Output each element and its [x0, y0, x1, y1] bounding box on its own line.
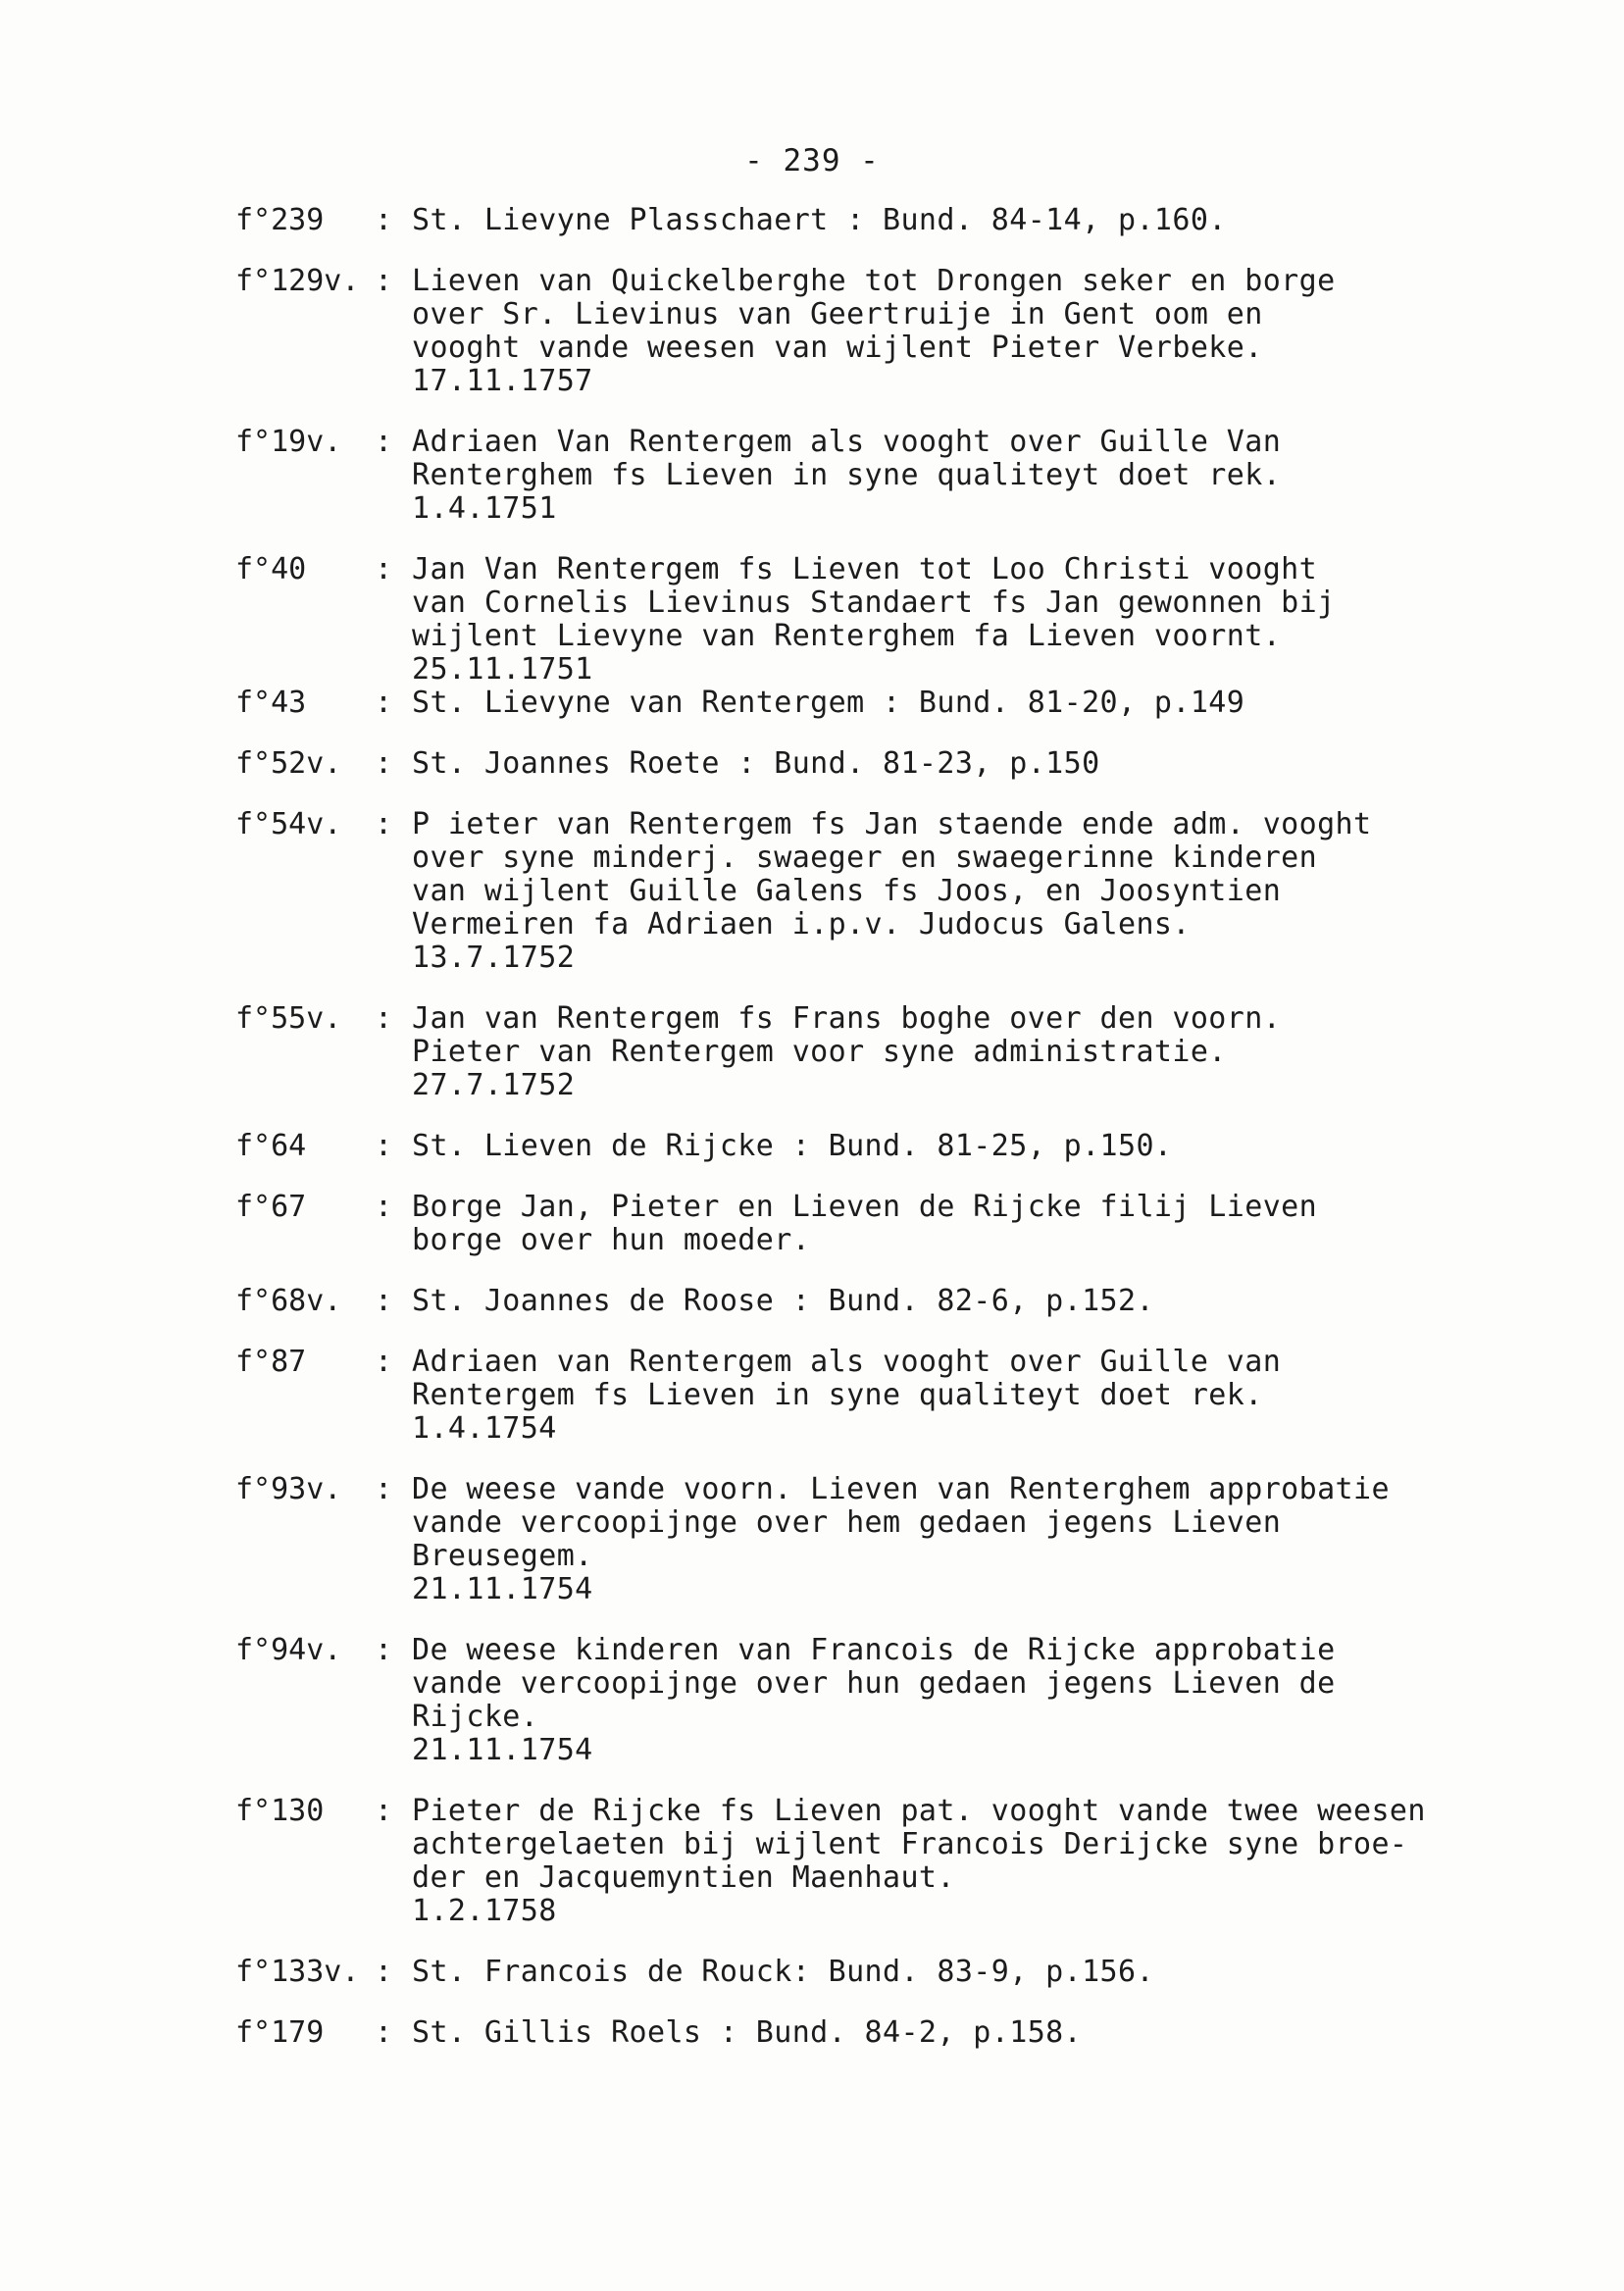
entry-text	[412, 747, 1599, 781]
entry-line: Lieven van Quickelberghe tot Drongen seker en borge	[412, 264, 1336, 298]
entry-date: 1.2.1758	[412, 1894, 557, 1928]
entry-date: 21.11.1754	[412, 1572, 593, 1606]
entry-line: St. Francois de Rouck: Bund. 83-9, p.156.	[412, 1955, 1154, 1989]
folio-reference: f°130	[235, 1794, 325, 1828]
entry-line: P ieter van Rentergem fs Jan staende ende adm. vooght	[412, 807, 1372, 841]
entry-line: St. Lievyne Plasschaert : Bund. 84-14, p.160.	[412, 203, 1227, 237]
entry-text	[412, 204, 1599, 237]
entry-line: der en Jacquemyntien Maenhaut.	[412, 1860, 955, 1895]
folio-reference: f°54v.	[235, 807, 342, 841]
separator: :	[375, 264, 393, 298]
separator: :	[375, 552, 393, 586]
entry-text	[412, 1130, 1599, 1163]
entry-line: Jan Van Rentergem fs Lieven tot Loo Christi vooght	[412, 552, 1318, 586]
entry-text	[412, 687, 1599, 720]
folio-reference: f°52v.	[235, 746, 342, 781]
entry-date: 17.11.1757	[412, 364, 593, 398]
folio-reference: f°64	[235, 1129, 307, 1163]
separator: :	[375, 807, 393, 841]
separator: :	[375, 203, 393, 237]
entry-text	[412, 1634, 1599, 1767]
entry-f55v	[235, 1002, 1599, 1102]
entry-line: Rentergem fs Lieven in syne qualiteyt doet rek.	[412, 1378, 1263, 1412]
entry-text	[412, 1285, 1599, 1318]
entry-line: Renterghem fs Lieven in syne qualiteyt doet rek.	[412, 458, 1282, 492]
entry-f64	[235, 1130, 1599, 1163]
entry-line: Borge Jan, Pieter en Lieven de Rijcke filij Lieven	[412, 1190, 1318, 1224]
entry-line: van wijlent Guille Galens fs Joos, en Joosyntien	[412, 874, 1282, 908]
folio-reference: f°94v.	[235, 1633, 342, 1667]
entry-f129v	[235, 265, 1599, 398]
entry-line: Rijcke.	[412, 1700, 539, 1734]
folio-reference: f°93v.	[235, 1472, 342, 1506]
entry-line: achtergelaeten bij wijlent Francois Derijcke syne broe-	[412, 1827, 1408, 1861]
entry-text	[412, 426, 1599, 526]
entry-text	[412, 1191, 1599, 1257]
entry-line: Pieter van Rentergem voor syne administratie.	[412, 1035, 1227, 1069]
entry-line: Pieter de Rijcke fs Lieven pat. vooght vande twee weesen	[412, 1794, 1426, 1828]
entry-line: vande vercoopijnge over hun gedaen jegens Lieven de	[412, 1666, 1336, 1701]
separator: :	[375, 686, 393, 720]
folio-reference: f°19v.	[235, 425, 342, 459]
entry-line: St. Lieven de Rijcke : Bund. 81-25, p.150.	[412, 1129, 1173, 1163]
folio-reference: f°239	[235, 203, 325, 237]
entry-line: over Sr. Lievinus van Geertruije in Gent oom en	[412, 297, 1263, 331]
separator: :	[375, 1633, 393, 1667]
entry-f68v	[235, 1285, 1599, 1318]
separator: :	[375, 1955, 393, 1989]
folio-reference: f°43	[235, 686, 307, 720]
separator: :	[375, 1129, 393, 1163]
entry-f19v	[235, 426, 1599, 526]
entry-f93v	[235, 1473, 1599, 1606]
entry-line: Breusegem.	[412, 1539, 593, 1573]
page-number: - 239 -	[744, 143, 880, 178]
entry-text	[412, 1002, 1599, 1102]
entry-line: wijlent Lievyne van Renterghem fa Lieven voornt.	[412, 619, 1282, 653]
entry-f67	[235, 1191, 1599, 1257]
entry-line: vande vercoopijnge over hem gedaen jegens Lieven	[412, 1505, 1282, 1540]
folio-reference: f°87	[235, 1345, 307, 1379]
separator: :	[375, 1190, 393, 1224]
entry-line: De weese kinderen van Francois de Rijcke approbatie	[412, 1633, 1336, 1667]
entry-line: St. Joannes Roete : Bund. 81-23, p.150	[412, 746, 1100, 781]
entry-text	[412, 1795, 1599, 1928]
entry-f239	[235, 204, 1599, 237]
entry-date: 1.4.1754	[412, 1411, 557, 1446]
entry-list	[235, 204, 1599, 2077]
separator: :	[375, 1284, 393, 1318]
separator: :	[375, 746, 393, 781]
entry-line: over syne minderj. swaeger en swaegerinne kinderen	[412, 840, 1318, 875]
separator: :	[375, 1472, 393, 1506]
entry-f54v	[235, 808, 1599, 975]
entry-f87	[235, 1346, 1599, 1446]
entry-date: 1.4.1751	[412, 491, 557, 526]
folio-reference: f°179	[235, 2015, 325, 2050]
entry-text	[412, 1473, 1599, 1606]
entry-line: van Cornelis Lievinus Standaert fs Jan gewonnen bij	[412, 585, 1336, 620]
separator: :	[375, 1345, 393, 1379]
entry-line: Adriaen van Rentergem als vooght over Guille van	[412, 1345, 1282, 1379]
entry-line: Jan van Rentergem fs Frans boghe over den voorn.	[412, 1001, 1282, 1036]
entry-text	[412, 1956, 1599, 1989]
entry-line: vooght vande weesen van wijlent Pieter Verbeke.	[412, 331, 1263, 365]
entry-f52v	[235, 747, 1599, 781]
entry-line: Vermeiren fa Adriaen i.p.v. Judocus Galens.	[412, 907, 1191, 942]
entry-date: 13.7.1752	[412, 941, 576, 975]
folio-reference: f°129v.	[235, 264, 360, 298]
entry-f133v	[235, 1956, 1599, 1989]
separator: :	[375, 2015, 393, 2050]
entry-date: 25.11.1751	[412, 652, 593, 687]
entry-date: 21.11.1754	[412, 1733, 593, 1767]
entry-line: St. Gillis Roels : Bund. 84-2, p.158.	[412, 2015, 1083, 2050]
separator: :	[375, 1001, 393, 1036]
entry-text	[412, 265, 1599, 398]
entry-text	[412, 1346, 1599, 1446]
entry-line: St. Lievyne van Rentergem : Bund. 81-20, p.149	[412, 686, 1245, 720]
entry-text	[412, 553, 1599, 687]
separator: :	[375, 425, 393, 459]
entry-line: borge over hun moeder.	[412, 1223, 811, 1257]
entry-line: Adriaen Van Rentergem als vooght over Guille Van	[412, 425, 1282, 459]
folio-reference: f°67	[235, 1190, 307, 1224]
entry-date: 27.7.1752	[412, 1068, 576, 1102]
entry-f94v	[235, 1634, 1599, 1767]
entry-f43	[235, 687, 1599, 720]
entry-line: De weese vande voorn. Lieven van Renterghem approbatie	[412, 1472, 1390, 1506]
folio-reference: f°68v.	[235, 1284, 342, 1318]
entry-f179	[235, 2016, 1599, 2050]
entry-text	[412, 2016, 1599, 2050]
separator: :	[375, 1794, 393, 1828]
folio-reference: f°55v.	[235, 1001, 342, 1036]
entry-line: St. Joannes de Roose : Bund. 82-6, p.152.	[412, 1284, 1154, 1318]
folio-reference: f°40	[235, 552, 307, 586]
entry-f130	[235, 1795, 1599, 1928]
entry-f40	[235, 553, 1599, 687]
folio-reference: f°133v.	[235, 1955, 360, 1989]
entry-text	[412, 808, 1599, 975]
